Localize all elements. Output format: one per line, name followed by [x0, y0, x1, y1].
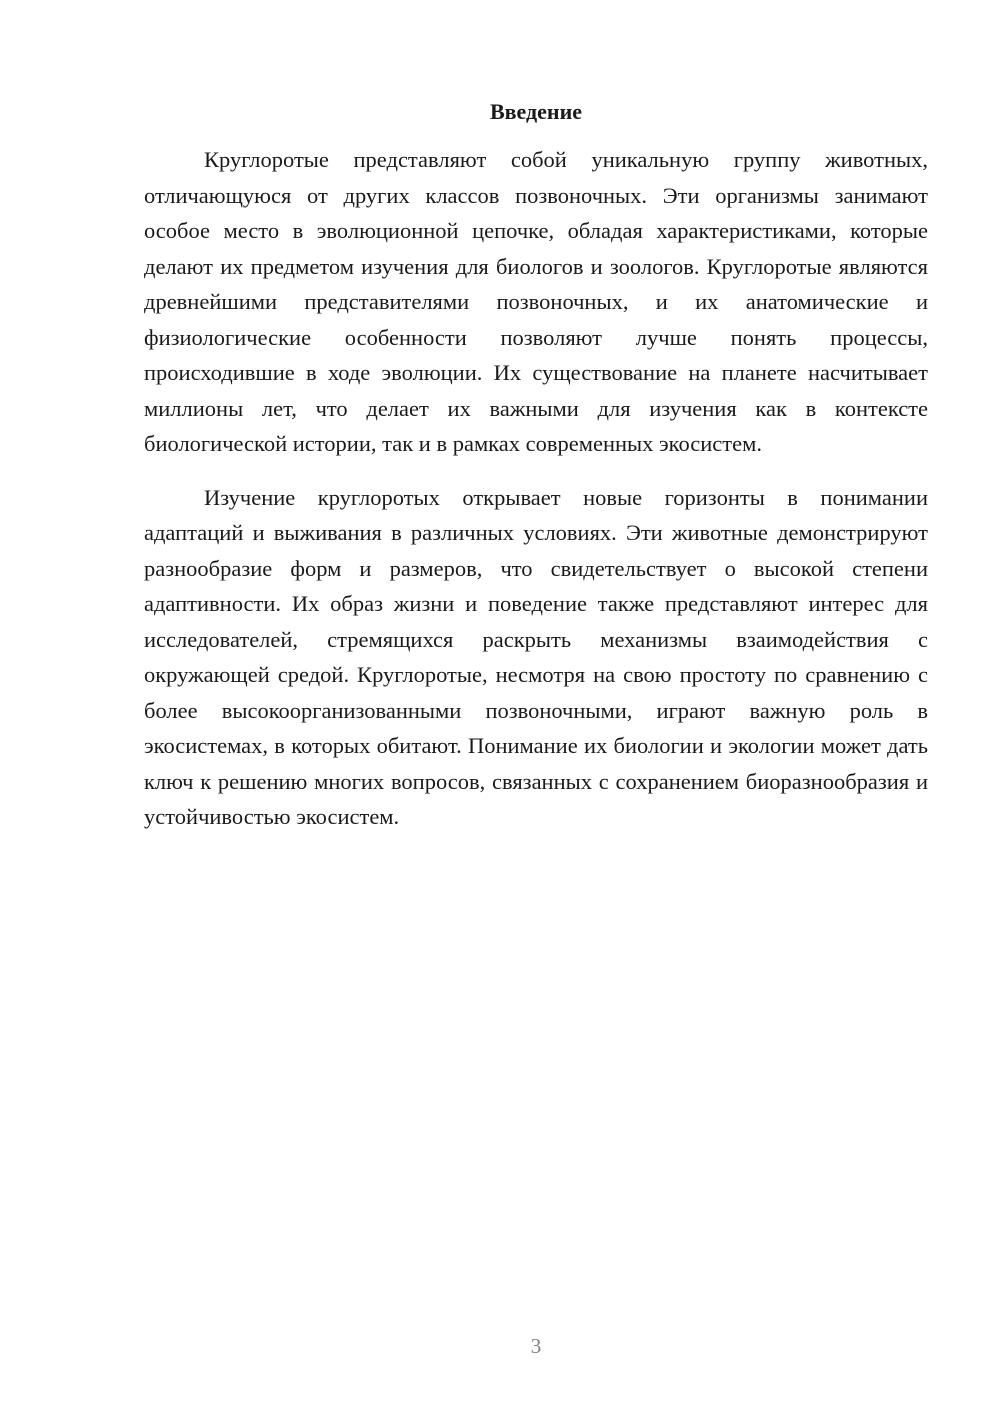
paragraph-1: Круглоротые представляют собой уникальную группу животных, отличающуюся от других классов позвоночных. Эти организмы занимают особое место в эволюционной цепочке, обладая характеристиками, которые делают их предметом изучения для биологов и зоологов. Круглоротые являются древнейшими представителями позвоночных, и их анатомические и физиологические особенности позволяют лучше понять процессы, происходившие в ходе эволюции. Их существование на планете насчитывает миллионы лет, что делает их важными для изучения как в контексте биологической истории, так и в рамках современных экосистем. — [144, 147, 928, 456]
paragraph-2: Изучение круглоротых открывает новые горизонты в понимании адаптаций и выживания в различных условиях. Эти животные демонстрируют разнообразие форм и размеров, что свидетельствует о высокой степени адаптивности. Их образ жизни и поведение также представляют интерес для исследователей, стремящихся раскрыть механизмы взаимодействия с окружающей средой. Круглоротые, несмотря на свою простоту по сравнению с более высокоорганизованными позвоночными, играют важную роль в экосистемах, в которых обитают. Понимание их биологии и экологии может дать ключ к решению многих вопросов, связанных с сохранением биоразнообразия и устойчивостью экосистем. — [144, 484, 928, 829]
document-body — [144, 142, 928, 853]
section-heading: Введение — [489, 99, 583, 124]
page-number: 3 — [530, 1334, 542, 1358]
